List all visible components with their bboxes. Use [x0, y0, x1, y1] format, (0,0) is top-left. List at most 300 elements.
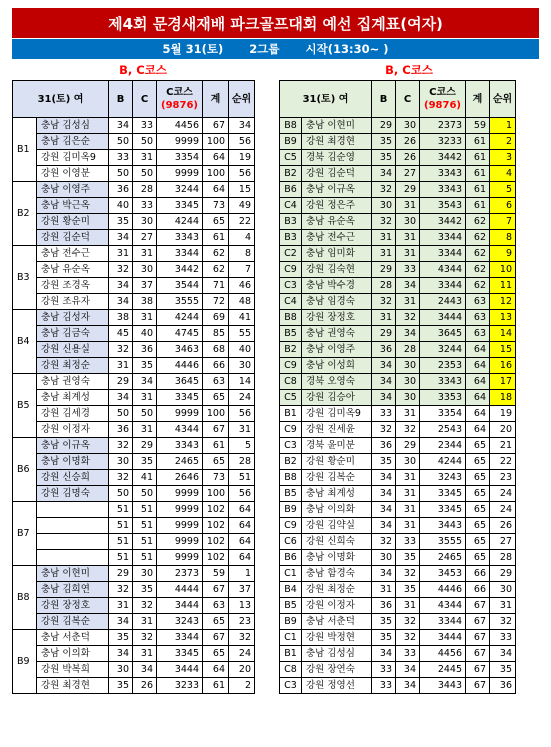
table-row [13, 662, 255, 678]
rank: 64 [229, 550, 255, 566]
score-total: 63 [203, 598, 229, 614]
group-code: B8 [280, 310, 302, 326]
group-code: B9 [280, 134, 302, 150]
page-title: 제4회 문경새재배 파크골프대회 예선 집계표(여자) [12, 8, 539, 38]
player-name: 강원 이영분 [37, 166, 109, 182]
player-name: 강원 김복순 [302, 470, 372, 486]
score-total: 63 [203, 374, 229, 390]
score-b: 30 [372, 550, 396, 566]
score-c: 50 [133, 166, 157, 182]
score-total: 61 [466, 150, 490, 166]
player-name [37, 502, 109, 518]
player-name: 충남 이영주 [37, 182, 109, 198]
rank: 20 [490, 422, 516, 438]
table-row [13, 342, 255, 358]
score-total: 64 [466, 342, 490, 358]
score-c-course: 3343 [420, 182, 466, 198]
score-b: 34 [372, 390, 396, 406]
table-row [280, 262, 516, 278]
score-c-course: 2646 [157, 470, 203, 486]
score-total: 61 [203, 438, 229, 454]
score-total: 65 [466, 502, 490, 518]
group-code: B3 [280, 214, 302, 230]
score-b: 50 [109, 134, 133, 150]
score-total: 59 [203, 566, 229, 582]
score-total: 62 [203, 246, 229, 262]
score-b: 50 [109, 406, 133, 422]
score-b: 34 [372, 518, 396, 534]
score-c: 30 [133, 214, 157, 230]
score-c: 31 [396, 230, 420, 246]
rank: 64 [229, 534, 255, 550]
group-code: B3 [280, 230, 302, 246]
score-c: 30 [133, 262, 157, 278]
table-row [280, 550, 516, 566]
player-name: 강원 김세경 [37, 406, 109, 422]
player-name: 강원 신승희 [37, 470, 109, 486]
score-total: 68 [203, 342, 229, 358]
header-c-course [420, 81, 466, 118]
player-name: 강원 장연숙 [302, 662, 372, 678]
table-row [280, 374, 516, 390]
score-total: 64 [203, 150, 229, 166]
group-label: B1 [13, 118, 37, 182]
player-name: 강원 장정호 [37, 598, 109, 614]
score-b: 29 [109, 374, 133, 390]
player-name: 강원 김미옥9 [37, 150, 109, 166]
player-name: 강원 신희숙 [302, 534, 372, 550]
score-b: 31 [372, 230, 396, 246]
score-c: 31 [396, 294, 420, 310]
score-c: 31 [396, 518, 420, 534]
group-code: C9 [280, 518, 302, 534]
player-name: 강원 조경옥 [37, 278, 109, 294]
header-c-course-label: C코스 [429, 87, 456, 98]
score-c: 31 [133, 646, 157, 662]
score-total: 64 [203, 662, 229, 678]
score-c: 28 [133, 182, 157, 198]
rank: 7 [229, 262, 255, 278]
rank: 31 [229, 422, 255, 438]
rank: 9 [490, 246, 516, 262]
score-c: 36 [133, 342, 157, 358]
score-c: 31 [133, 246, 157, 262]
score-b: 32 [109, 470, 133, 486]
score-total: 65 [466, 550, 490, 566]
score-c: 31 [133, 150, 157, 166]
score-total: 62 [466, 214, 490, 230]
score-total: 102 [203, 550, 229, 566]
score-c: 31 [133, 310, 157, 326]
rank: 19 [229, 150, 255, 166]
score-c: 31 [133, 390, 157, 406]
score-total: 64 [466, 390, 490, 406]
group-code: B1 [280, 406, 302, 422]
score-b: 36 [372, 598, 396, 614]
rank: 1 [229, 566, 255, 582]
score-total: 66 [466, 566, 490, 582]
score-total: 67 [203, 582, 229, 598]
score-total: 100 [203, 486, 229, 502]
score-c: 51 [133, 518, 157, 534]
score-c-course: 3343 [157, 438, 203, 454]
player-name: 충남 김은순 [37, 134, 109, 150]
table-row [13, 566, 255, 582]
score-total: 65 [466, 470, 490, 486]
rank: 15 [229, 182, 255, 198]
score-c-course: 3353 [420, 390, 466, 406]
table-row [280, 678, 516, 694]
table-row [280, 342, 516, 358]
group-label: B6 [13, 438, 37, 502]
score-c-course: 3344 [420, 246, 466, 262]
table-row [280, 454, 516, 470]
header-c-course-label: C코스 [166, 87, 193, 98]
table-row [13, 262, 255, 278]
score-b: 34 [372, 358, 396, 374]
score-c-course: 3244 [157, 182, 203, 198]
rank: 14 [490, 326, 516, 342]
group-code: B5 [280, 486, 302, 502]
rank: 56 [229, 486, 255, 502]
group-code: B6 [280, 550, 302, 566]
score-c: 32 [133, 598, 157, 614]
score-c: 26 [133, 678, 157, 694]
ranking-panel [279, 60, 539, 694]
table-row [13, 310, 255, 326]
score-c-course: 3645 [157, 374, 203, 390]
score-total: 61 [203, 230, 229, 246]
group-code: C4 [280, 294, 302, 310]
group-code: C6 [280, 534, 302, 550]
score-c: 40 [133, 326, 157, 342]
score-b: 50 [109, 166, 133, 182]
table-header-row [13, 81, 255, 118]
score-b: 34 [109, 294, 133, 310]
score-b: 32 [372, 534, 396, 550]
group-code: C2 [280, 246, 302, 262]
player-name: 충남 김희연 [37, 582, 109, 598]
score-total: 59 [466, 118, 490, 134]
player-name: 충남 권영숙 [37, 374, 109, 390]
score-c: 35 [133, 358, 157, 374]
score-b: 35 [372, 454, 396, 470]
group-label: B8 [13, 566, 37, 630]
score-b: 30 [372, 198, 396, 214]
score-c: 33 [133, 118, 157, 134]
rank: 64 [229, 518, 255, 534]
table-row [13, 454, 255, 470]
score-c-course: 3343 [420, 166, 466, 182]
table-row [280, 214, 516, 230]
player-name: 강원 황순미 [302, 454, 372, 470]
rank: 26 [490, 518, 516, 534]
score-c: 29 [133, 438, 157, 454]
score-total: 100 [203, 134, 229, 150]
score-b: 32 [372, 294, 396, 310]
player-name [37, 534, 109, 550]
score-c: 26 [396, 134, 420, 150]
table-row [280, 150, 516, 166]
score-total: 72 [203, 294, 229, 310]
score-total: 69 [203, 310, 229, 326]
score-c-course: 3244 [420, 342, 466, 358]
table-row [13, 294, 255, 310]
score-c: 51 [133, 502, 157, 518]
player-name: 강원 김미옥9 [302, 406, 372, 422]
score-total: 61 [203, 678, 229, 694]
score-b: 34 [372, 470, 396, 486]
header-b: B [109, 81, 133, 118]
score-b: 36 [109, 182, 133, 198]
player-name: 강원 박정현 [302, 630, 372, 646]
rank: 36 [490, 678, 516, 694]
ranking-table [279, 80, 516, 694]
score-b: 29 [372, 262, 396, 278]
score-b: 36 [372, 438, 396, 454]
score-c-course: 3343 [420, 374, 466, 390]
group-code: C8 [280, 374, 302, 390]
table-row [13, 390, 255, 406]
rank: 5 [490, 182, 516, 198]
score-b: 34 [372, 166, 396, 182]
score-c-course: 4344 [157, 422, 203, 438]
score-c-course: 3442 [420, 214, 466, 230]
rank: 30 [490, 582, 516, 598]
player-name: 강원 정영선 [302, 678, 372, 694]
score-c: 50 [133, 134, 157, 150]
rank: 7 [490, 214, 516, 230]
score-total: 62 [466, 278, 490, 294]
table-row [280, 230, 516, 246]
group-code: B9 [280, 614, 302, 630]
score-total: 71 [203, 278, 229, 294]
rank: 40 [229, 342, 255, 358]
score-total: 67 [466, 662, 490, 678]
score-c: 27 [396, 166, 420, 182]
rank: 28 [490, 550, 516, 566]
score-c: 31 [133, 614, 157, 630]
score-c: 50 [133, 486, 157, 502]
score-c-course: 4244 [157, 214, 203, 230]
group-code: B8 [280, 118, 302, 134]
table-row [280, 166, 516, 182]
group-label: B2 [13, 182, 37, 246]
score-c-course: 3444 [420, 630, 466, 646]
score-c: 31 [396, 598, 420, 614]
rank: 24 [229, 390, 255, 406]
rank: 19 [490, 406, 516, 422]
score-total: 63 [466, 326, 490, 342]
score-b: 34 [372, 486, 396, 502]
score-c-course: 3443 [420, 518, 466, 534]
score-total: 102 [203, 534, 229, 550]
score-total: 67 [466, 598, 490, 614]
player-name: 충남 임경숙 [302, 294, 372, 310]
group-label: B3 [13, 246, 37, 310]
score-c: 32 [396, 310, 420, 326]
score-c-course: 2543 [420, 422, 466, 438]
player-name: 충남 최계성 [302, 486, 372, 502]
score-c: 35 [396, 550, 420, 566]
player-name: 강원 최경현 [302, 134, 372, 150]
player-name: 경북 김순영 [302, 150, 372, 166]
rank: 33 [490, 630, 516, 646]
rank: 64 [229, 502, 255, 518]
table-row [13, 518, 255, 534]
rank: 30 [229, 358, 255, 374]
player-name: 충남 이현미 [37, 566, 109, 582]
rank: 6 [490, 198, 516, 214]
player-name [37, 550, 109, 566]
score-c-course: 3543 [420, 198, 466, 214]
score-b: 34 [109, 278, 133, 294]
score-b: 28 [372, 278, 396, 294]
table-row [280, 646, 516, 662]
score-c-course: 3345 [420, 486, 466, 502]
score-c-course: 4244 [420, 454, 466, 470]
table-row [13, 598, 255, 614]
score-total: 100 [203, 166, 229, 182]
player-name: 충남 김성자 [37, 310, 109, 326]
score-c-course: 9999 [157, 534, 203, 550]
score-total: 61 [466, 166, 490, 182]
player-name: 강원 김복순 [37, 614, 109, 630]
score-c: 31 [396, 470, 420, 486]
score-total: 67 [466, 630, 490, 646]
group-code: B2 [280, 166, 302, 182]
score-total: 63 [466, 294, 490, 310]
player-name: 강원 황순미 [37, 214, 109, 230]
score-total: 65 [203, 390, 229, 406]
player-name: 충남 임미화 [302, 246, 372, 262]
score-b: 51 [109, 502, 133, 518]
table-row [280, 278, 516, 294]
rank: 18 [490, 390, 516, 406]
rank: 34 [229, 118, 255, 134]
score-b: 34 [109, 390, 133, 406]
rank: 20 [229, 662, 255, 678]
player-name: 강원 최경현 [37, 678, 109, 694]
score-total: 61 [466, 198, 490, 214]
score-c: 26 [396, 150, 420, 166]
score-total: 73 [203, 198, 229, 214]
rank: 24 [490, 502, 516, 518]
table-row [280, 406, 516, 422]
rank: 29 [490, 566, 516, 582]
score-b: 36 [109, 422, 133, 438]
player-name: 강원 정은주 [302, 198, 372, 214]
rank: 12 [490, 294, 516, 310]
player-name: 강원 김순덕 [302, 166, 372, 182]
schedule-start: 시작(13:30~ ) [305, 42, 389, 56]
schedule-date: 5월 31(토) [162, 42, 224, 56]
score-c-course: 4745 [157, 326, 203, 342]
header-day: 31(토) 여 [280, 81, 372, 118]
score-total: 67 [203, 630, 229, 646]
rank: 55 [229, 326, 255, 342]
score-c: 31 [133, 422, 157, 438]
score-c-course: 2373 [157, 566, 203, 582]
score-total: 62 [466, 262, 490, 278]
rank: 4 [229, 230, 255, 246]
rank: 4 [490, 166, 516, 182]
table-row [280, 182, 516, 198]
score-c-course: 4344 [420, 262, 466, 278]
score-c: 32 [396, 614, 420, 630]
score-c: 31 [396, 406, 420, 422]
player-name [37, 518, 109, 534]
score-c: 34 [396, 326, 420, 342]
rank: 22 [229, 214, 255, 230]
table-row [13, 374, 255, 390]
table-row [280, 198, 516, 214]
player-name: 강원 신용실 [37, 342, 109, 358]
table-row [13, 214, 255, 230]
score-b: 35 [372, 614, 396, 630]
group-code: C5 [280, 390, 302, 406]
table-row [13, 470, 255, 486]
table-row [280, 294, 516, 310]
score-c-course: 3442 [420, 150, 466, 166]
rank: 28 [229, 454, 255, 470]
rank: 56 [229, 166, 255, 182]
player-name: 충남 김성심 [302, 646, 372, 662]
rank: 24 [490, 486, 516, 502]
score-total: 100 [203, 406, 229, 422]
score-total: 62 [466, 230, 490, 246]
score-total: 67 [466, 678, 490, 694]
score-c-course: 3345 [157, 390, 203, 406]
score-b: 51 [109, 518, 133, 534]
table-row [13, 150, 255, 166]
group-label: B9 [13, 630, 37, 694]
score-b: 35 [109, 214, 133, 230]
score-c-course: 2465 [157, 454, 203, 470]
score-total: 62 [203, 262, 229, 278]
score-c: 35 [396, 582, 420, 598]
score-total: 61 [466, 134, 490, 150]
table-row [13, 582, 255, 598]
score-c-course: 3544 [157, 278, 203, 294]
course-label: B, C코스 [385, 63, 433, 77]
rank: 31 [490, 598, 516, 614]
rank: 56 [229, 406, 255, 422]
table-row [13, 198, 255, 214]
rank: 21 [490, 438, 516, 454]
player-name: 충남 이규옥 [37, 438, 109, 454]
score-b: 33 [372, 662, 396, 678]
rank: 22 [490, 454, 516, 470]
score-b: 29 [372, 118, 396, 134]
player-name: 강원 박복희 [37, 662, 109, 678]
group-code: B5 [280, 326, 302, 342]
score-b: 31 [372, 310, 396, 326]
table-row [13, 182, 255, 198]
rank: 3 [490, 150, 516, 166]
rank: 8 [490, 230, 516, 246]
player-name: 충남 이의화 [302, 502, 372, 518]
table-row [13, 614, 255, 630]
rank: 17 [490, 374, 516, 390]
score-c: 30 [396, 454, 420, 470]
score-b: 30 [109, 454, 133, 470]
table-row [13, 678, 255, 694]
score-c-course: 2445 [420, 662, 466, 678]
score-b: 35 [372, 134, 396, 150]
score-c: 30 [396, 358, 420, 374]
player-name: 충남 이규옥 [302, 182, 372, 198]
